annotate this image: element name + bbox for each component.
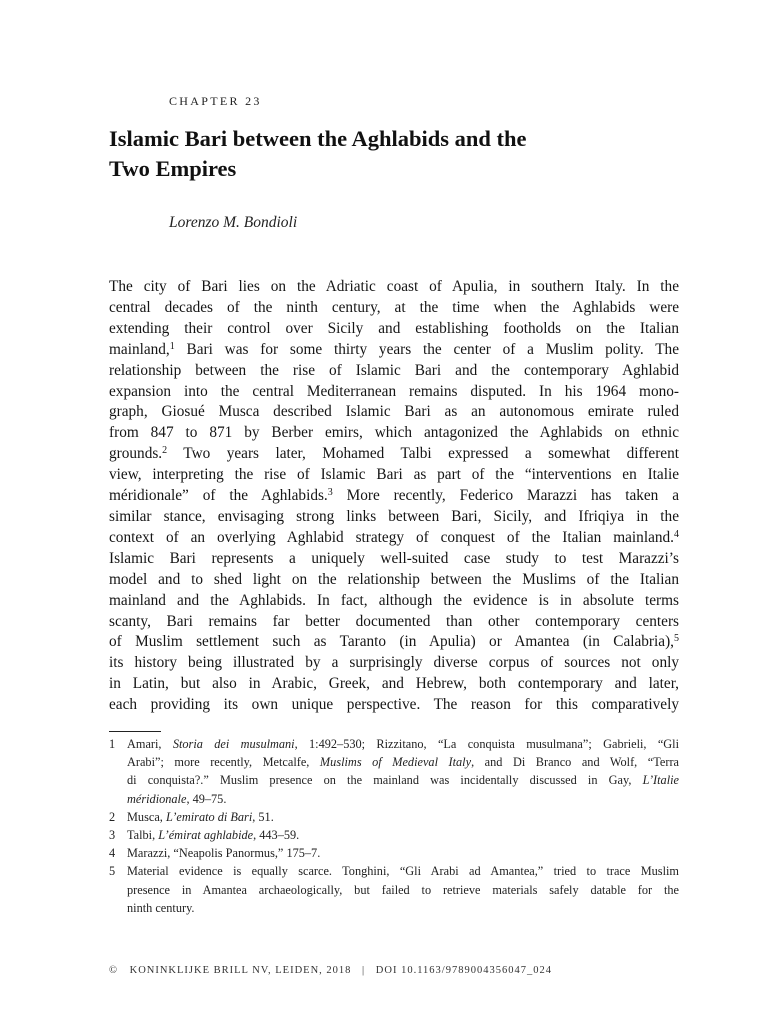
body-line: scanty, Bari remains far better documented than other contemporary centers <box>109 612 679 630</box>
text-run: Talbi, <box>127 828 159 843</box>
footnote-divider <box>109 731 161 732</box>
body-line: from 847 to 871 by Berber emirs, which antagonized the Aghlabids on ethnic <box>109 424 679 442</box>
italic-title: Muslims of Medieval Italy <box>319 755 472 770</box>
body-line <box>109 444 679 465</box>
doi-link[interactable]: DOI 10.1163/9789004356047_024 <box>375 965 552 976</box>
footnote-2 <box>109 808 679 826</box>
footnote-5 <box>109 862 679 917</box>
body-text-run: méridionale” of the Aghlabids. <box>109 487 328 505</box>
body-line <box>109 632 679 653</box>
body-line <box>109 528 679 549</box>
body-line: its history being illustrated by a surprisingly diverse corpus of sources not only <box>109 654 679 672</box>
footnote-number: 2 <box>109 809 116 824</box>
footnote-number: 3 <box>109 828 116 843</box>
body-line: mainland and the Aghlabids. In fact, although the evidence is in absolute terms <box>109 591 679 609</box>
body-text-run: mainland, <box>109 340 170 358</box>
footnote-text <box>127 826 679 844</box>
footnote-line <box>127 735 679 753</box>
footnote-text <box>127 808 679 826</box>
body-text-run: Bari was for some thirty years the center of a Muslim polity. The <box>174 340 679 358</box>
author-name: Lorenzo M. Bondioli <box>169 214 298 231</box>
footnote-line <box>127 771 679 789</box>
body-line: extending their control over Sicily and establishing footholds on the Italian <box>109 319 679 337</box>
text-run: , 49–75. <box>186 791 227 806</box>
footnote-number: 1 <box>109 737 116 751</box>
footnote-ref-3[interactable]: 3 <box>327 487 333 499</box>
text-run: Musca, <box>127 809 166 824</box>
footnote-line <box>127 790 679 808</box>
footnote-number: 5 <box>109 864 116 879</box>
footnote-text: Marazzi, “Neapolis Panormus,” 175–7. <box>127 846 321 861</box>
body-line: The city of Bari lies on the Adriatic coast of Apulia, in southern Italy. In the <box>109 278 679 295</box>
body-text-run: context of an overlying Aghlabid strategy of conquest of the Italian mainland. <box>109 528 674 546</box>
copyright-symbol: © <box>109 965 118 976</box>
text-run: , 1:492–530; Rizzitano, “La conquista musulmana”; Gabrieli, “Gli <box>294 737 679 751</box>
chapter-title-line: Two Empires <box>109 156 237 181</box>
body-text-run: Two years later, Mohamed Talbi expressed a somewhat different <box>167 445 679 463</box>
italic-title: L’emirato di Bari <box>165 809 253 824</box>
body-line: view, interpreting the rise of Islamic Bari as part of the “interventions en Italie <box>109 466 679 484</box>
footnote-1 <box>109 735 679 808</box>
italic-title: L’émirat aghlabide <box>158 828 254 843</box>
footnote-line <box>127 753 679 771</box>
body-paragraph <box>109 277 679 716</box>
footnote-line: Material evidence is equally scarce. Tonghini, “Gli Arabi ad Amantea,” tried to trace Muslim <box>127 864 679 879</box>
italic-title: Storia dei musulmani <box>172 737 295 751</box>
footnote-number: 4 <box>109 846 116 861</box>
chapter-title-line: Islamic Bari between the Aghlabids and the <box>109 126 527 151</box>
body-line <box>109 340 679 361</box>
footnotes <box>109 735 679 917</box>
page-footer <box>109 965 552 976</box>
footnote-ref-4[interactable]: 4 <box>674 528 679 540</box>
body-text-run: grounds. <box>109 445 163 463</box>
body-line: Islamic Bari represents a uniquely well-suited case study to test Marazzi’s <box>109 549 679 567</box>
body-line: model and to shed light on the relationship between the Muslims of the Italian <box>109 570 679 588</box>
text-run: , 443–59. <box>253 828 300 843</box>
footnote-line: ninth century. <box>127 900 195 915</box>
body-line: graph, Giosué Musca described Islamic Bari as an autonomous emirate ruled <box>109 403 679 421</box>
italic-title: méridionale <box>127 791 187 806</box>
body-line: in Latin, but also in Arabic, Greek, and Hebrew, both contemporary and later, <box>109 675 679 693</box>
text-run: di conquista?.” Muslim presence on the mainland was incidentally discussed in Gay, <box>127 773 643 788</box>
body-line: similar stance, envisaging strong links between Bari, Sicily, and Ifriqiya in the <box>109 507 679 525</box>
footnote-text <box>127 735 679 808</box>
footer-separator: | <box>362 965 366 976</box>
publisher-line: KONINKLIJKE BRILL NV, LEIDEN, 2018 <box>129 965 352 976</box>
body-text-run: More recently, Federico Marazzi has taken a <box>332 487 679 505</box>
chapter-label: CHAPTER 23 <box>169 94 262 108</box>
footnote-line: presence in Amantea archaeologically, but failed to retrieve materials safely datable for the <box>127 882 679 897</box>
text-run: , and Di Branco and Wolf, “Terra <box>471 755 680 770</box>
body-line: expansion into the central Mediterranean remains disputed. In his 1964 mono- <box>109 382 679 400</box>
body-text-run: of Muslim settlement such as Taranto (in Apulia) or Amantea (in Calabria), <box>109 633 674 651</box>
footnote-ref-5[interactable]: 5 <box>674 633 679 645</box>
footnote-4 <box>109 844 679 862</box>
chapter-title <box>109 124 689 184</box>
body-line <box>109 486 679 507</box>
footnote-3 <box>109 826 679 844</box>
footnote-text <box>127 862 679 917</box>
body-line: each providing its own unique perspective. The reason for this comparatively <box>109 696 679 714</box>
italic-title: L’Italie <box>642 773 679 788</box>
footnote-ref-2[interactable]: 2 <box>162 445 168 457</box>
text-run: Amari, <box>127 737 173 751</box>
footnote-ref-1[interactable]: 1 <box>169 340 175 352</box>
body-line: relationship between the rise of Islamic Bari and the contemporary Aghlabid <box>109 361 679 379</box>
text-run: Arabi”; more recently, Metcalfe, <box>127 755 320 770</box>
text-run: , 51. <box>252 809 274 824</box>
body-line: central decades of the ninth century, at the time when the Aghlabids were <box>109 298 679 316</box>
